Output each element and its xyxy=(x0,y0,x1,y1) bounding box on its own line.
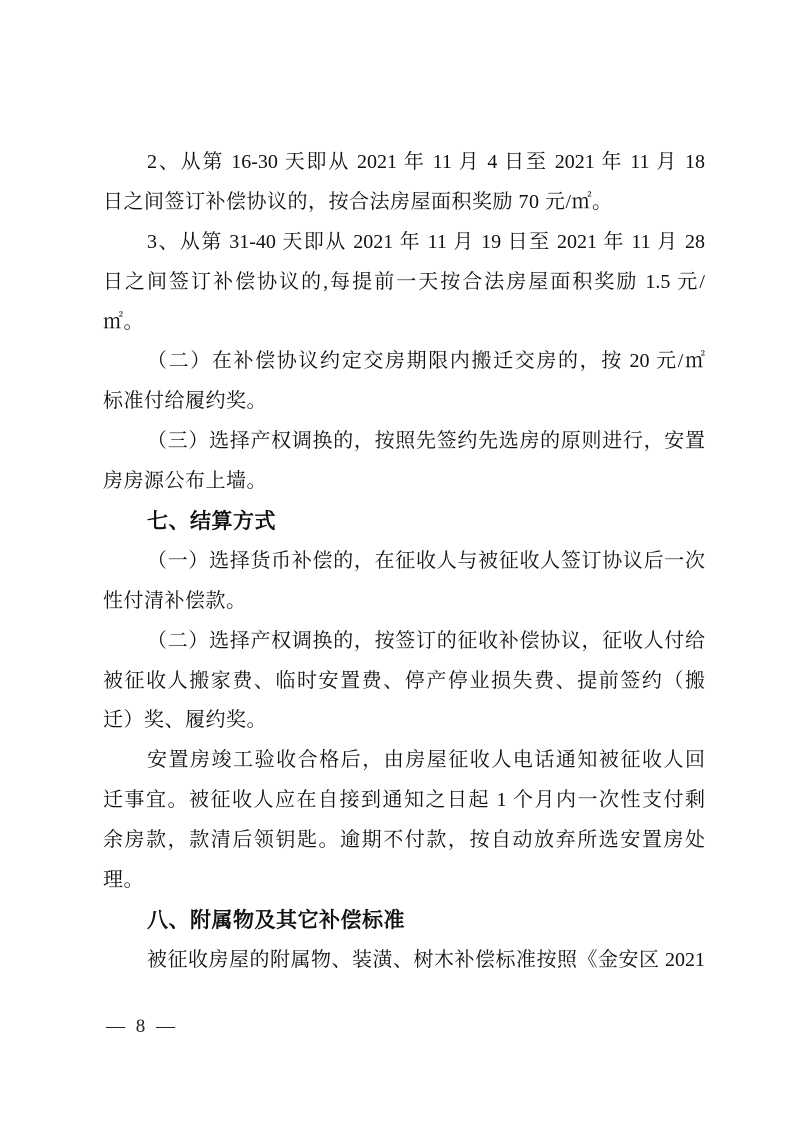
paragraph-line: 3、从第 31-40 天即从 2021 年 11 月 19 日至 2021 年 11 月 28 xyxy=(147,230,705,253)
paragraph-line: （二）选择产权调换的，按签订的征收补偿协议，征收人付给 xyxy=(147,629,705,652)
page-number: — 8 — xyxy=(106,1016,178,1037)
paragraph-line: 标准付给履约奖。 xyxy=(103,390,267,413)
paragraph-line: 被征收人搬家费、临时安置费、停产停业损失费、提前签约（搬 xyxy=(103,669,705,692)
heading-attachments-compensation: 八、附属物及其它补偿标准 xyxy=(147,908,405,932)
paragraph-line: ㎡。 xyxy=(103,310,144,333)
paragraph-line: 日之间签订补偿协议的,每提前一天按合法房屋面积奖励 1.5 元/ xyxy=(103,270,705,293)
paragraph-line: 迁）奖、履约奖。 xyxy=(103,709,267,732)
paragraph-line: 安置房竣工验收合格后，由房屋征收人电话通知被征收人回 xyxy=(147,749,705,772)
paragraph-line: 日之间签订补偿协议的，按合法房屋面积奖励 70 元/㎡。 xyxy=(103,190,613,213)
paragraph-line: 理。 xyxy=(103,869,144,892)
paragraph-line: 余房款，款清后领钥匙。逾期不付款，按自动放弃所选安置房处 xyxy=(103,829,705,852)
paragraph-line: 2、从第 16-30 天即从 2021 年 11 月 4 日至 2021 年 11 月 18 xyxy=(147,151,705,173)
paragraph-line: （三）选择产权调换的，按照先签约先选房的原则进行，安置 xyxy=(147,430,705,453)
paragraph-line: 房房源公布上墙。 xyxy=(103,470,267,493)
document-body xyxy=(103,143,705,981)
heading-settlement-method: 七、结算方式 xyxy=(147,510,276,534)
paragraph-line: 迁事宜。被征收人应在自接到通知之日起 1 个月内一次性支付剩 xyxy=(103,789,705,812)
paragraph-line: （二）在补偿协议约定交房期限内搬迁交房的，按 20 元/㎡ xyxy=(147,350,705,373)
paragraph-line: （一）选择货币补偿的，在征收人与被征收人签订协议后一次 xyxy=(147,549,705,572)
paragraph-line: 被征收房屋的附属物、装潢、树木补偿标准按照《金安区 2021 xyxy=(147,948,705,971)
page-footer xyxy=(106,1016,178,1038)
paragraph-line: 性付清补偿款。 xyxy=(103,589,247,612)
